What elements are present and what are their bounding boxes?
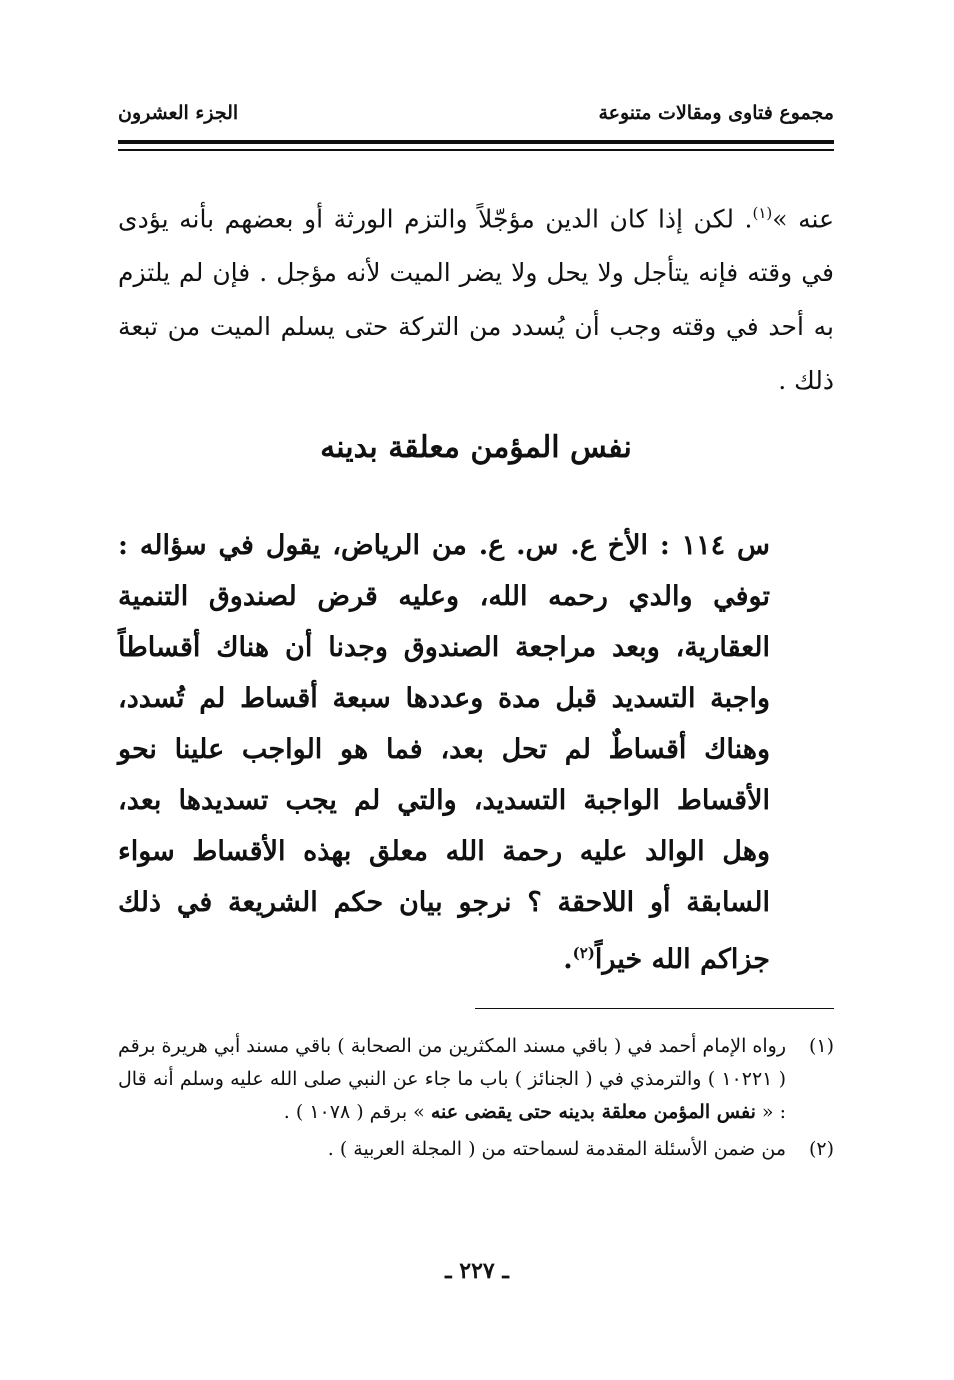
footnote-2 xyxy=(118,1133,834,1166)
running-header xyxy=(118,98,834,128)
footnote-separator xyxy=(475,1008,834,1009)
footnote-text-b: » برقم ( ١٠٧٨ ) . xyxy=(283,1101,425,1123)
footnote-number: (١) xyxy=(808,1035,834,1057)
footnote-hadith: نفس المؤمن معلقة بدينه حتى يقضى عنه xyxy=(430,1101,756,1123)
intro-text-a: عنه » xyxy=(772,204,834,234)
question-paragraph xyxy=(118,520,770,985)
book-title: مجموع فتاوى ومقالات متنوعة xyxy=(598,102,834,124)
intro-text-b: . لكن إذا كان الدين مؤجّلاً والتزم الورثة أو بعضهم بأنه يؤدى في وقته فإنه يتأجل ولا يحل ولا يضر الميت لأنه مؤجل . فإن لم يلتزم به أحد في وقته وجب أن يُسدد من التركة حتى يسلم الميت من تبعة ذلك . xyxy=(118,204,834,396)
header-rule-thin xyxy=(118,149,834,151)
question-end: . xyxy=(563,944,573,975)
header-rule-thick xyxy=(118,140,834,144)
footnote-ref-2: (٢) xyxy=(572,944,595,962)
footnote-text: من ضمن الأسئلة المقدمة لسماحته من ( المجلة العربية ) . xyxy=(327,1138,786,1160)
intro-paragraph xyxy=(118,186,834,408)
footnote-text xyxy=(118,1030,786,1129)
footnote-number: (٢) xyxy=(808,1138,834,1160)
footnote-1 xyxy=(118,1030,834,1129)
footnote-ref-1: (١) xyxy=(752,204,773,222)
volume-label: الجزء العشرون xyxy=(118,102,239,124)
footnote-text-a: رواه الإمام أحمد في ( باقي مسند المكثرين من الصحابة ) باقي مسند أبي هريرة برقم ( ١٠٢٢١ ) والترمذي في ( الجنائز ) باب ما جاء عن النبي صلى الله عليه وسلم أنه قال : « xyxy=(118,1035,787,1123)
footnotes xyxy=(118,1030,834,1170)
section-title: نفس المؤمن معلقة بدينه xyxy=(320,430,632,465)
question-text: س ١١٤ : الأخ ع. س. ع. من الرياض، يقول في سؤاله : توفي والدي رحمه الله، وعليه قرض لصندوق التنمية العقارية، وبعد مراجعة الصندوق وجدنا أن هناك أقساطاً واجبة التسديد قبل مدة وعددها سبعة أقساط لم تُسدد، وهناك أقساطٌ لم تحل بعد، فما هو الواجب علينا نحو الأقساط الواجبة التسديد، والتي لم يجب تسديدها بعد، وهل الوالد عليه رحمة الله معلق بهذه الأقساط سواء السابقة أو اللاحقة ؟ نرجو بيان حكم الشريعة في ذلك جزاكم الله خيراً xyxy=(118,530,770,975)
page-number: ـ ٢٢٧ ـ xyxy=(445,1258,509,1284)
